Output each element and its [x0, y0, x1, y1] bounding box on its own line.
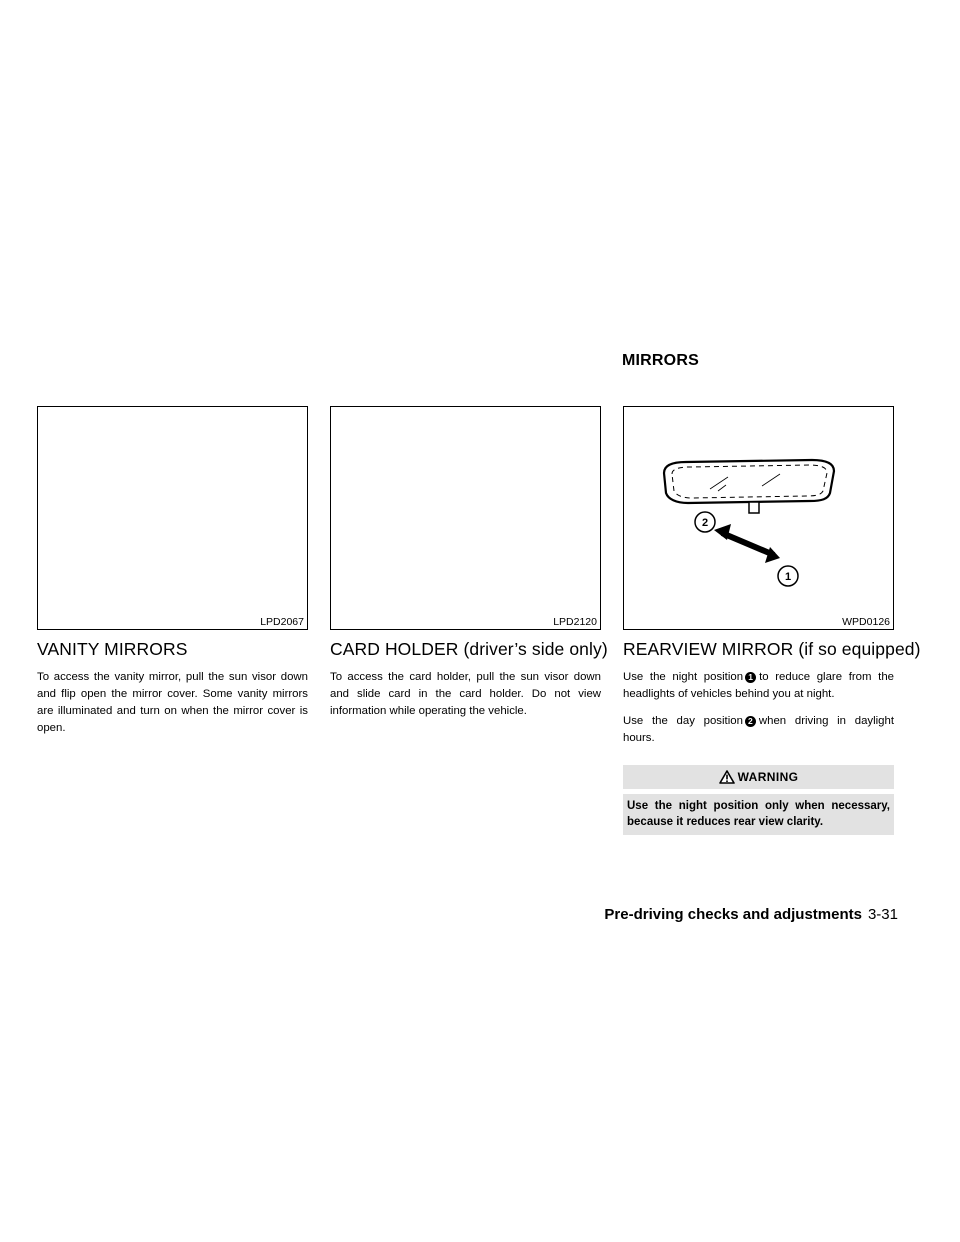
vanity-mirrors-heading: VANITY MIRRORS [37, 639, 188, 659]
warning-text: Use the night position only when necessary, because it reduces rear view clarity. [623, 794, 894, 835]
card-holder-text: To access the card holder, pull the sun visor down and slide card in the card holder. Do not view information while operating the vehicle. [330, 671, 601, 717]
vanity-mirrors-text: To access the vanity mirror, pull the sun visor down and flip open the mirror cover. Some vanity mirrors are illuminated and turn on when the mirror cover is open. [37, 671, 308, 734]
rearview-mirror-illustration [624, 407, 893, 629]
day-position-text [623, 713, 894, 747]
marker-1: 1 [745, 672, 756, 683]
card-holder-figure [330, 406, 601, 630]
page-number: 3-31 [867, 906, 898, 923]
rearview-mirror-figure [623, 406, 894, 630]
figure-label-1: 1 [784, 571, 792, 583]
rearview-mirror-section [623, 406, 921, 835]
vanity-mirrors-section [37, 406, 308, 737]
page-footer [604, 906, 898, 923]
figure-code: LPD2067 [260, 616, 304, 628]
card-holder-heading: CARD HOLDER (driver’s side only) [330, 639, 608, 659]
day-position-lead: Use the day position [623, 715, 743, 727]
day-position-rest: when driving in daylight hours. [623, 715, 894, 744]
night-position-rest: to reduce glare from the headlights of vehicles behind you at night. [623, 671, 895, 700]
figure-code: WPD0126 [842, 616, 890, 628]
night-position-text [623, 669, 894, 703]
rearview-mirror-heading: REARVIEW MIRROR (if so equipped) [623, 639, 921, 659]
warning-triangle-icon [719, 770, 735, 784]
warning-title: WARNING [737, 770, 799, 784]
warning-header [623, 765, 894, 789]
night-position-lead: Use the night position [623, 671, 744, 683]
figure-label-2: 2 [701, 517, 709, 529]
marker-2: 2 [745, 716, 756, 727]
card-holder-section [330, 406, 608, 720]
footer-section-name: Pre-driving checks and adjustments [604, 906, 862, 923]
vanity-mirror-figure [37, 406, 308, 630]
figure-code: LPD2120 [553, 616, 597, 628]
section-title: MIRRORS [622, 352, 699, 369]
